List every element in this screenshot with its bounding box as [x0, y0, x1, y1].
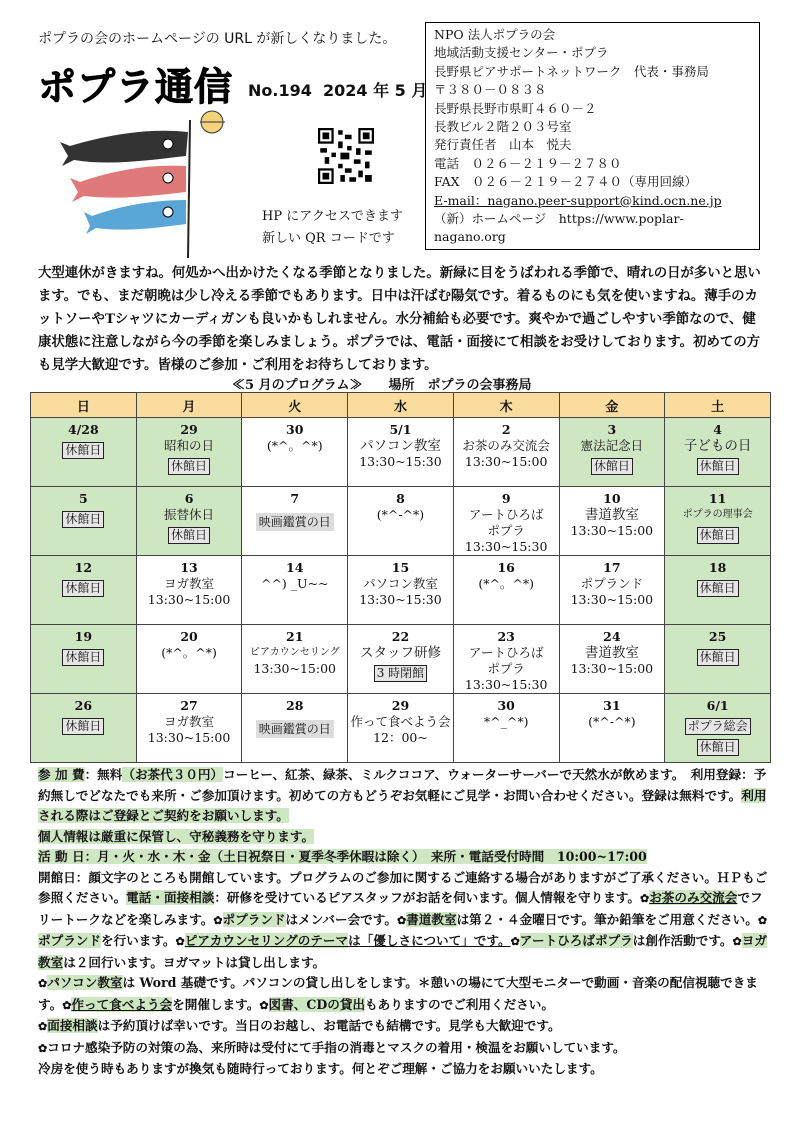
- peer-text: は「優しさについて」です。: [348, 933, 511, 948]
- event-text: ヨガ教室: [164, 714, 215, 729]
- calendar-day-cell: [136, 625, 242, 694]
- day-number: 9: [501, 491, 511, 506]
- calendar-week-row: [31, 625, 771, 694]
- closed-day-badge: 休館日: [697, 649, 739, 666]
- event-text: 振替休日: [164, 507, 215, 522]
- interview-text: は予約頂けば幸いです。当日のお越し、お電話でも結構です。見学も大歓迎です。: [97, 1018, 561, 1033]
- day-number: 6/1: [706, 698, 729, 713]
- calendar-day-cell: [665, 694, 771, 763]
- flower-bullet-icon: ✿: [259, 998, 269, 1012]
- event-text: 13:30~15:00: [570, 523, 654, 538]
- closed-day-badge: 休館日: [168, 458, 210, 475]
- day-number: 2: [501, 422, 511, 437]
- org-publisher: 発行責任者 山本 悦夫: [434, 137, 572, 153]
- event-text: (*^。^*): [478, 576, 535, 591]
- tea-label: お茶のみ交流会: [649, 890, 738, 905]
- day-number: 8: [396, 491, 405, 506]
- closed-day-badge: 休館日: [697, 458, 739, 475]
- day-number: 4/28: [68, 422, 99, 437]
- flower-bullet-icon: ✿: [757, 913, 768, 927]
- event-text: 12：00~: [373, 730, 428, 745]
- weekday-header: 水: [348, 393, 454, 418]
- closed-day-badge: 3 時閉館: [374, 665, 427, 682]
- org-name: NPO 法人ポプラの会: [434, 27, 556, 42]
- day-number: 30: [286, 422, 304, 437]
- covid-note: [38, 1038, 768, 1060]
- event-text: ポプラの理事会: [682, 509, 753, 520]
- calendar-day-cell: [665, 487, 771, 556]
- event-text: (*^-^*): [376, 507, 425, 522]
- interview-label: 面接相談: [47, 1018, 98, 1033]
- flower-bullet-icon: ✿: [38, 977, 48, 990]
- closed-day-badge: 休館日: [62, 442, 104, 459]
- flower-bullet-icon: ✿: [213, 913, 223, 927]
- activity-days-label: 活 動 日: [38, 849, 85, 864]
- event-text: 13:30~15:00: [147, 730, 231, 745]
- calendar-day-cell: [31, 556, 137, 625]
- event-text: ポプラ: [487, 661, 525, 676]
- privacy-note: 個人情報は厳重に保管し、守秘義務を守ります。: [38, 828, 315, 844]
- day-number: 23: [497, 629, 515, 644]
- day-number: 5/1: [389, 422, 412, 437]
- event-text: 13:30~15:00: [253, 661, 337, 676]
- closed-day-badge: 休館日: [62, 718, 104, 735]
- activity-days: [38, 847, 768, 868]
- peer-label: ピアカウンセリングのテーマ: [184, 933, 349, 948]
- day-number: 7: [290, 491, 300, 506]
- day-number: 16: [497, 560, 515, 575]
- day-number: 6: [184, 491, 194, 506]
- calendar-day-cell: [242, 556, 348, 625]
- flower-bullet-icon: ✿: [510, 935, 520, 948]
- day-number: 29: [391, 698, 410, 713]
- event-text: ヨガ教室: [164, 576, 215, 591]
- art-text: は創作活動です。: [632, 933, 733, 948]
- day-number: 14: [286, 560, 304, 575]
- org-postal: 〒３８０－０８３８: [434, 82, 547, 98]
- org-address: 長野県長野市県町４６０－２: [434, 100, 597, 116]
- calendar-day-cell: [665, 556, 771, 625]
- event-text: 13:30~15:30: [359, 454, 442, 469]
- day-number: 24: [603, 629, 621, 644]
- fee-label: 参 加 費: [38, 767, 85, 782]
- calendar-week-row: [31, 556, 771, 625]
- notes-section: [38, 765, 768, 1080]
- flower-bullet-icon: ✿: [396, 913, 407, 927]
- calendar-day-cell: [348, 487, 454, 556]
- day-number: 11: [708, 491, 727, 506]
- day-number: 3: [607, 422, 617, 437]
- event-text: パソコン教室: [363, 576, 438, 591]
- day-number: 19: [74, 629, 93, 644]
- poplando-text: はメンバー会です。: [285, 911, 397, 927]
- event-text: ^^) _U~~: [260, 576, 329, 591]
- program-calendar: [30, 392, 771, 763]
- fee-detail: コーヒー、紅茶、緑茶、ミルクココア、ウォーターサーバーで天然水が飲めます。 利用登録：予約無しでどなたでも来所・ご参加頂けます。初めての方もどうぞお気軽にご見学・お問い合わせください。登録は無料です。: [38, 767, 767, 803]
- event-text: 13:30~15:30: [464, 539, 548, 554]
- tea-text: でフリートークなどを楽しみます。: [38, 890, 763, 927]
- intro-paragraph: 大型連休がきますね。何処かへ出かけたくなる季節となりました。新緑に目をうばわれる季節で、晴れの日が多いと思います。でも、まだ朝晩は少し冷える季節でもあります。日中は汗ばむ陽気です。着るものにも気を使いますね。薄手のカットソーやTシャツにカーディガンも良いかもしれません。水分補給も必要です。爽やかで過ごしやすい季節なので、健康状態に注意しながら今の季節を楽しみましょう。ポプラでは、電話・面接にて相談をお受けしております。初めての方も見学大歓迎です。皆様のご参加・ご利用をお待ちしております。: [38, 265, 761, 373]
- consult-label: 電話・面接相談: [126, 890, 215, 905]
- weekday-header: 日: [31, 393, 137, 418]
- weekday-header: 土: [665, 393, 771, 418]
- calendar-day-cell: [559, 418, 665, 487]
- event-text: *^_^*): [483, 714, 529, 729]
- general-meeting-badge: ポプラ総会: [685, 718, 751, 735]
- calendar-day-cell: [136, 418, 242, 487]
- poplando2-label: ポプランド: [38, 933, 101, 948]
- calendar-day-cell: [559, 556, 665, 625]
- calendar-day-cell: [348, 625, 454, 694]
- calendar-day-cell: [665, 625, 771, 694]
- url-change-notice: ポプラの会のホームページの URL が新しくなりました。: [38, 31, 397, 47]
- day-number: 30: [497, 698, 515, 713]
- day-number: 27: [180, 698, 198, 713]
- pc-text: は Word 基礎です。パソコンの貸し出しをします。＊憩いの場にて大型モニターで動画・音楽の配信視聴できます。: [38, 975, 758, 1012]
- day-number: 25: [708, 629, 727, 644]
- calendar-day-cell: [453, 418, 559, 487]
- event-text: 13:30~15:30: [359, 592, 442, 607]
- event-text: 子どもの日: [683, 438, 752, 454]
- interview-note: [38, 1016, 768, 1038]
- day-number: 28: [286, 698, 304, 713]
- newsletter-logo: ポプラ通信: [38, 65, 234, 109]
- event-text: スタッフ研修: [359, 645, 441, 661]
- art-label: アートひろばポプラ: [519, 933, 633, 948]
- issue-number: No.194: [248, 81, 312, 100]
- event-text: アートひろば: [468, 645, 544, 660]
- yoga-label: ヨガ教室: [38, 933, 767, 970]
- activity-days-rest: （土日祝祭日・夏季冬季休暇は除く） 来所・電話受付時間 10:00~17:00: [210, 849, 647, 864]
- covid-text: コロナ感染予防の対策の為、来所時は受付にて手指の消毒とマスクの着用・検温をお願いしています。: [47, 1039, 626, 1055]
- day-number: 17: [603, 560, 621, 575]
- calendar-day-cell: [31, 487, 137, 556]
- day-number: 29: [180, 422, 198, 437]
- calendar-day-cell: [242, 694, 348, 763]
- consult-text: ：研修を受けているピアスタッフがお話を伺います。個人情報を守ります。: [214, 890, 640, 905]
- poplando2-text: を行います。: [100, 933, 176, 948]
- day-number: 4: [713, 422, 722, 437]
- calendar-day-cell: [31, 625, 137, 694]
- cook-label: 作って食べよう会: [71, 996, 173, 1012]
- org-network: 長野県ピアサポートネットワーク 代表・事務局: [434, 63, 709, 79]
- registration-note: 利用される際はご登録とご契約をお願いします。: [38, 787, 767, 823]
- calendar-day-cell: [136, 556, 242, 625]
- yoga-text: は２回行います。ヨガマットは貸し出します。: [63, 954, 326, 970]
- program-notes: [38, 868, 768, 974]
- weekday-header: 木: [453, 393, 559, 418]
- library-text: もありますのでご利用ください。: [365, 996, 554, 1012]
- calendar-day-cell: [348, 694, 454, 763]
- qr-caption: [262, 206, 403, 250]
- closed-day-badge: 休館日: [591, 458, 633, 475]
- day-number: 20: [180, 629, 198, 644]
- movie-day-label: 映画鑑賞の日: [256, 720, 334, 738]
- calendar-day-cell: [665, 418, 771, 487]
- event-text: (*^-^*): [588, 714, 636, 729]
- event-text: ポプラ: [487, 523, 525, 538]
- calendar-day-cell: [348, 556, 454, 625]
- day-number: 26: [74, 698, 93, 713]
- pc-notes: [38, 973, 768, 1016]
- day-number: 10: [603, 491, 621, 506]
- day-number: 13: [180, 560, 198, 575]
- org-building: 長教ビル２階２０３号室: [434, 119, 572, 135]
- calendar-day-cell: [31, 694, 137, 763]
- org-fax: FAX ０２６－２１９－２７４０（専用回線）: [434, 174, 698, 190]
- closed-day-badge: 休館日: [62, 580, 104, 597]
- day-number: 18: [708, 560, 727, 575]
- event-text: お茶のみ交流会: [462, 438, 550, 453]
- fee-note: [38, 765, 768, 827]
- calendar-day-cell: [453, 556, 559, 625]
- org-phone: 電話 ０２６－２１９－２７８０: [434, 155, 622, 171]
- event-text: 13:30~15:30: [464, 677, 548, 692]
- closed-day-badge: 休館日: [62, 649, 104, 666]
- organization-info-box: [425, 22, 760, 250]
- activity-days-text: ：月・火・水・木・金: [84, 849, 211, 864]
- event-text: 13:30~15:00: [570, 661, 654, 676]
- flower-bullet-icon: ✿: [732, 935, 742, 948]
- closed-note: 開館日：顔文字のところも開館しています。プログラムのご参加に関するご連絡する場合がありますがご了承ください。ＨＰもご参照ください。: [38, 869, 768, 905]
- library-label: 図書、CDの貸出: [268, 996, 366, 1012]
- closed-day-badge: 休館日: [697, 580, 739, 597]
- calendar-day-cell: [559, 487, 665, 556]
- qr-code-icon[interactable]: [318, 128, 374, 184]
- flower-bullet-icon: ✿: [175, 935, 185, 948]
- cook-text: を開催します。: [172, 996, 260, 1012]
- event-text: ポプランド: [580, 576, 644, 591]
- day-number: 31: [603, 698, 621, 713]
- poplando-label: ポプランド: [222, 911, 286, 927]
- weekday-header: 金: [559, 393, 665, 418]
- event-text: 書道教室: [584, 645, 639, 661]
- day-number: 12: [74, 560, 93, 575]
- tea-fee: （お茶代３０円）: [122, 767, 224, 782]
- event-text: (*^。^*): [266, 438, 323, 453]
- calendar-week-row: [31, 694, 771, 763]
- qr-caption-line-1: HP にアクセスできます: [262, 209, 403, 224]
- calendar-day-cell: [348, 418, 454, 487]
- org-center: 地域活動支援センター・ポプラ: [434, 45, 609, 61]
- event-text: 憲法記念日: [580, 438, 644, 453]
- org-homepage-link[interactable]: （新）ホームページ https://www.poplar-nagano.org: [434, 211, 684, 245]
- calendar-week-row: [31, 487, 771, 556]
- calendar-week-row: [31, 418, 771, 487]
- event-text: 書道教室: [584, 507, 639, 523]
- org-email-link[interactable]: E-mail：nagano.peer-support@kind.ocn.ne.jp: [434, 192, 722, 208]
- flower-bullet-icon: ✿: [38, 1020, 48, 1033]
- closed-day-badge: 休館日: [168, 527, 210, 544]
- event-text: 13:30~15:00: [464, 454, 548, 469]
- flower-bullet-icon: ✿: [639, 892, 650, 905]
- calendar-day-cell: [453, 694, 559, 763]
- closed-day-badge: 休館日: [697, 739, 739, 756]
- calendar-day-cell: [242, 418, 348, 487]
- program-title: ≪5 月のプログラム≫ 場所 ポプラの会事務局: [232, 378, 532, 393]
- shodo-text: は第２・４金曜日です。筆か鉛筆をご用意ください。: [456, 911, 758, 927]
- event-text: 作って食べよう会: [350, 714, 451, 729]
- day-number: 21: [286, 629, 304, 644]
- shodo-label: 書道教室: [406, 911, 457, 927]
- event-text: 13:30~15:00: [147, 592, 231, 607]
- calendar-day-cell: [136, 487, 242, 556]
- fee-text: ：無料: [84, 767, 123, 782]
- event-text: 昭和の日: [164, 438, 215, 453]
- event-text: アートひろば: [468, 507, 544, 522]
- calendar-day-cell: [453, 625, 559, 694]
- calendar-day-cell: [242, 625, 348, 694]
- weekday-header: 火: [242, 393, 348, 418]
- day-number: 22: [391, 629, 410, 644]
- calendar-day-cell: [31, 418, 137, 487]
- event-text: ピアカウンセリング: [249, 647, 340, 658]
- event-text: 13:30~15:00: [570, 592, 654, 607]
- calendar-day-cell: [559, 625, 665, 694]
- calendar-day-cell: [242, 487, 348, 556]
- issue-date: 2024 年 5 月: [323, 81, 428, 100]
- flower-bullet-icon: ✿: [62, 998, 72, 1012]
- calendar-day-cell: [559, 694, 665, 763]
- event-text: パソコン教室: [360, 438, 441, 454]
- pc-label: パソコン教室: [47, 975, 123, 990]
- ac-note: 冷房を使う時もありますが換気も随時行っております。何とぞご理解・ご協力をお願いいたします。: [38, 1061, 603, 1076]
- calendar-day-cell: [136, 694, 242, 763]
- closed-day-badge: 休館日: [62, 511, 104, 528]
- event-text: (*^。^*): [161, 645, 217, 660]
- koinobori-illustration-icon: [40, 100, 245, 260]
- qr-caption-line-2: 新しい QR コードです: [262, 231, 395, 246]
- weekday-header: 月: [136, 393, 242, 418]
- flower-bullet-icon: ✿: [38, 1041, 48, 1055]
- issue-info: [248, 78, 427, 101]
- day-number: 15: [391, 560, 410, 575]
- calendar-day-cell: [453, 487, 559, 556]
- day-number: 5: [79, 491, 88, 506]
- movie-day-label: 映画鑑賞の日: [256, 513, 334, 531]
- closed-day-badge: 休館日: [697, 527, 739, 544]
